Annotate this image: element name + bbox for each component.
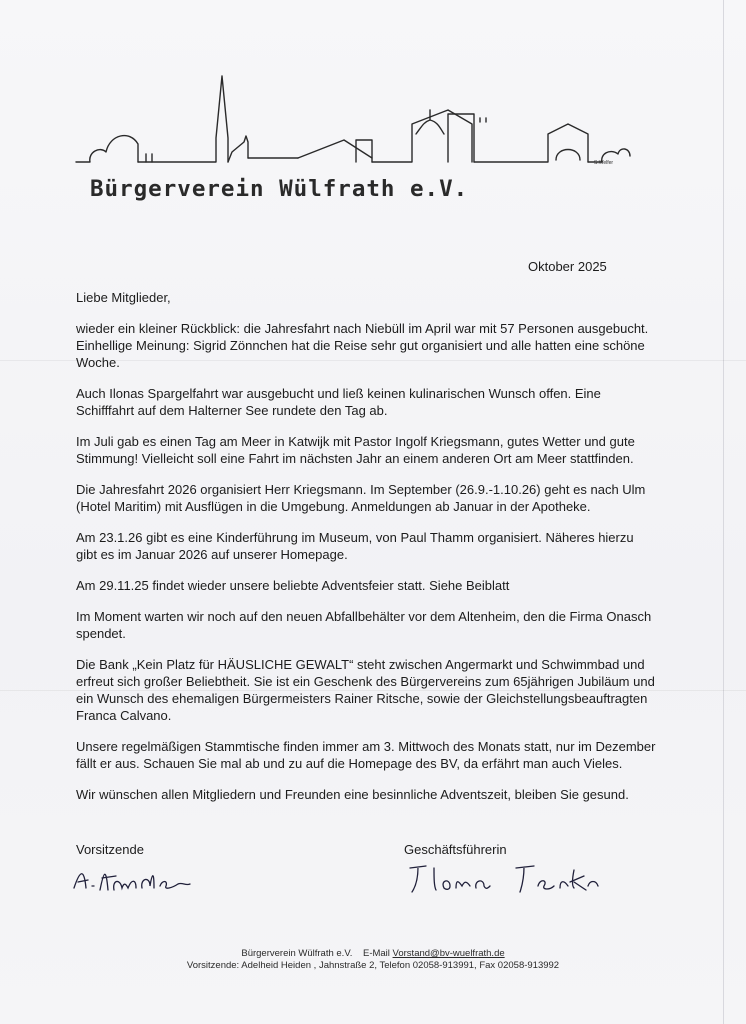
logo-artist-signature: S.Welfer (594, 160, 614, 166)
footer-address-line: Vorsitzende: Adelheid Heiden , Jahnstraße 2, Telefon 02058-913991, Fax 02058-913992 (186, 960, 560, 971)
paragraph: Auch Ilonas Spargelfahrt war ausgebucht und ließ keinen kulinarischen Wunsch offen. Eine Schifffahrt auf dem Halterner See rundete den Tag ab. (76, 386, 601, 418)
letter-date: Oktober 2025 (528, 259, 607, 274)
managing-director-signature (404, 858, 604, 898)
footer-contact-line (0, 948, 746, 959)
footer-org-label: Bürgerverein Wülfrath e.V. E-Mail (241, 948, 393, 959)
page-edge (723, 0, 724, 1024)
paragraph: Am 29.11.25 findet wieder unsere beliebte Adventsfeier statt. Siehe Beiblatt (76, 578, 510, 593)
paragraph: Im Juli gab es einen Tag am Meer in Katwijk mit Pastor Ingolf Kriegsmann, gutes Wetter und gute Stimmung! Vielleicht soll eine Fahrt im nächsten Jahr an einem anderen Ort am Meer stattfinden. (76, 434, 635, 466)
managing-director-role: Geschäftsführerin (404, 842, 507, 857)
paragraph: Am 23.1.26 gibt es eine Kinderführung im Museum, von Paul Thamm organisiert. Näheres hierzu gibt es im Januar 2026 auf unserer Homepage. (76, 530, 634, 562)
organization-name: Bürgerverein Wülfrath e.V. (90, 176, 469, 202)
footer-email-link[interactable]: Vorstand@bv-wuelfrath.de (392, 948, 505, 959)
paragraph: wieder ein kleiner Rückblick: die Jahresfahrt nach Niebüll im April war mit 57 Personen ausgebucht. Einhellige Meinung: Sigrid Zönnchen hat die Reise sehr gut organisiert und alle hatten eine schöne Woche. (76, 321, 649, 370)
town-skyline-logo (72, 70, 632, 182)
paragraph: Die Jahresfahrt 2026 organisiert Herr Kriegsmann. Im September (26.9.-1.10.26) geht es nach Ulm (Hotel Maritim) mit Ausflügen in die Umgebung. Anmeldungen ab Januar in der Apotheke. (76, 482, 646, 514)
chairwoman-signature (70, 860, 210, 896)
salutation: Liebe Mitglieder, (76, 290, 171, 305)
paragraph: Die Bank „Kein Platz für HÄUSLICHE GEWALT“ steht zwischen Angermarkt und Schwimmbad und erfreut sich großer Beliebtheit. Sie ist ein Geschenk des Bürgervereins zum 65jährigen Jubiläum und ein Wunsch des ehemaligen Bürgermeisters Rainer Ritsche, sowie der Gleichstellungsbeauftragten Franca Calvano. (76, 657, 655, 723)
paragraph: Unsere regelmäßigen Stammtische finden immer am 3. Mittwoch des Monats statt, nur im Dezember fällt er aus. Schauen Sie mal ab und zu auf die Homepage des BV, da erfährt man auch Vieles. (76, 739, 656, 771)
chairwoman-role: Vorsitzende (76, 842, 144, 857)
letter-body (76, 289, 656, 817)
paragraph: Im Moment warten wir noch auf den neuen Abfallbehälter vor dem Altenheim, den die Firma Onasch spendet. (76, 609, 652, 641)
closing-line: Wir wünschen allen Mitgliedern und Freunden eine besinnliche Adventszeit, bleiben Sie gesund. (76, 787, 629, 802)
